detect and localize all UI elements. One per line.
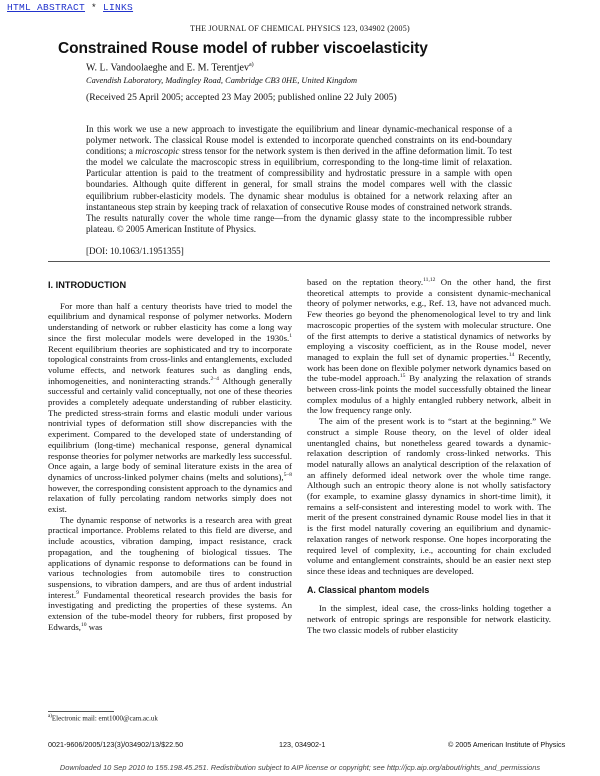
issn-code: 0021-9606/2005/123(3)/034902/13/$22.50 [48, 740, 184, 749]
intro-text-6: Fundamental theoretical research provides the basis for investigating and predicting the properties of these systems. An extension of the tube-model theory for rubbers, first proposed by Edwards, [48, 589, 292, 632]
link-separator: * [85, 2, 104, 13]
download-notice: Downloaded 10 Sep 2010 to 155.198.45.251. Redistribution subject to AIP license or copyright; see http://jcp.aip.org/about/rights_and_permissions [59, 763, 541, 772]
intro-text-4: however, the corresponding consistent approach to the dynamics and relaxation of fully percolating random networks simply does not exist. [48, 482, 292, 515]
intro-text-1: For more than half a century theorists have tried to model the equilibrium and dynamical response of polymer networks. Modern understanding of network or rubber elasticity has come a long way since the first molecular models were developed in the 1930s. [48, 300, 292, 343]
abstract-italic-word: microscopic [135, 146, 180, 157]
abstract-part-2: response of a polymer network. The classical Rouse model is extended to incorporate quenched [86, 124, 512, 146]
copyright: © 2005 American Institute of Physics [448, 740, 566, 749]
intro-text-5: The dynamic response of networks is a research area with great practical importance. Problems related to this field are diverse, and include acoustics, vibration damping, impact resistance, crack propagation, and the toughening of biological tissues. The applications of dynamic response to deformations can be found in various technologies from automobile tires to construction suspensions, to vibration dampers, and are thus of ardent industrial interest. [48, 514, 292, 600]
journal-header: THE JOURNAL OF CHEMICAL PHYSICS 123, 034902 (2005) [190, 24, 410, 33]
author-footnote-mark: a) [248, 62, 254, 68]
citation[interactable]: 2–4 [210, 375, 219, 382]
right-text-4: By analyzing the relaxation of strands between cross-link points the model successfully obtained the linear complex modulus of a highly entangled rubbery network, albeit in the low frequency range only. [307, 373, 551, 416]
intro-text-3: Although generally successful and certainly valid conceptually, not one of these theories provides a completely adequate understanding of rubber elasticity. The predicted stress-strain forms and elastic moduli under various nontrivial types of deformation still show discrepancies with the experiment. Compared to the developed state of understanding of equilibrium (long-time) mechanical response, general dynamical response theories for polymer networks are markedly less successful. Once again, a large body of seminal literature exists in the area of dynamics of uncross-linked polymer chains (melts and solutions), [48, 375, 292, 482]
author-line [86, 62, 254, 73]
html-abstract-link[interactable]: HTML ABSTRACT [7, 2, 86, 13]
paragraph [307, 277, 551, 416]
links-link[interactable]: LINKS [103, 2, 134, 13]
citation[interactable]: 10 [80, 621, 87, 628]
subsection-heading-phantom-models: A. Classical phantom models [307, 584, 430, 595]
right-text-1: based on the reptation theory. [307, 277, 424, 287]
citation[interactable]: 9 [76, 589, 79, 596]
abstract-part-3: constraints on its end-boundary conditions; a [86, 135, 512, 157]
top-links-bar [7, 2, 133, 13]
citation[interactable]: 14 [508, 352, 515, 358]
doi-link[interactable]: [DOI: 10.1063/1.1951355] [86, 246, 187, 256]
citation[interactable]: 11,12 [423, 277, 436, 284]
footnote-mark: a) [48, 714, 52, 719]
abstract [86, 124, 512, 235]
paragraph [307, 416, 551, 577]
right-text-2: On the other hand, the first theoretical attempts to provide a consistent dynamic-mechanical theory of polymer networks, e.g., Ref. 13, have not advanced much. Few theories go beyond the phenomenological level to try and link macroscopic properties of the system with molecular structure. One of the first attempts to derive a statistical dynamics of networks by employing a viscosity coefficient, as in the Rouse model, never managed to explain the full set of dynamic properties. [307, 277, 551, 362]
section-heading-introduction: I. INTRODUCTION [48, 280, 127, 290]
paragraph [48, 301, 292, 515]
left-column [48, 280, 292, 633]
footnote-divider [48, 711, 114, 712]
page-number: 123, 034902-1 [279, 740, 326, 749]
footnote-text: Electronic mail: emt1000@cam.ac.uk [51, 714, 158, 723]
citation[interactable]: 5–8 [283, 472, 292, 479]
intro-text-7: was [88, 621, 103, 632]
paragraph [48, 515, 292, 633]
article-title: Constrained Rouse model of rubber viscoelasticity [58, 40, 428, 57]
received-dates: (Received 25 April 2005; accepted 23 May 2005; published online 22 July 2005) [86, 92, 397, 103]
right-text-5: The aim of the present work is to “start at the beginning.” We construct a simple Rouse theory, on the level of older ideal unentangled chains, but nonetheless geared towards a dynamic-relaxation description of randomly cross-linked networks. This model naturally allows an analytical description of the relaxation of an affinely deformed ideal network over the whole time range. Although such an entropic theory alone is not wholly satisfactory (for example, to examine glassy dynamics in short-time limit), it remains a self-consistent and interesting model to work with. The merit of the present constrained dynamic Rouse model lies in that it is the first model naturally covering an equilibrium and dynamic-relaxation ranges of network response. One hopes incorporating the required level of complexity, i.e., accounting for chain excluded volume and entanglement constraints, should be an easier next step since these ideas and techniques are developed. [307, 416, 551, 576]
paragraph [307, 603, 551, 635]
footnote [48, 714, 158, 722]
authors-text: W. L. Vandoolaeghe and E. M. Terentjev [86, 62, 249, 74]
citation[interactable]: 15 [399, 373, 406, 380]
right-text-3: Recently, work has been done on flexible polymer network dynamics based on the tube-model approach. [307, 351, 551, 384]
abstract-part-4: stress tensor for the network system is then derived in the affine deformation limit. To test the model we calculate the macroscopic stress in equilibrium, corresponding to the long-time limit of relaxation. Particular attention is paid to the treatment of compressibility and hydrostatic pressure in a sample with open boundaries. Although quite different in general, for small strains the model compares well with the classic equilibrium rubber-elasticity models. The dynamic shear modulus is obtained for a network relaxing after an instantaneous step strain by keeping track of relaxation of consecutive Rouse modes of constrained network strands. The results naturally cover the whole time range—from the dynamic glassy state to the incompressible rubber plateau. © 2005 American Institute of Physics. [86, 146, 513, 234]
abstract-part-1: In this work we use a new approach to investigate the equilibrium and linear dynamic-mechanical [86, 124, 459, 134]
citation[interactable]: 1 [289, 332, 292, 339]
intro-text-2: Recent equilibrium theories are sophisticated and try to incorporate topological constraints from cross-links and entanglements, excluded volume effects, and network features such as dangling ends, inhomogeneities, and noninteracting strands. [48, 343, 292, 386]
subsection-text: In the simplest, ideal case, the cross-links holding together a network of entropic springs are responsible for network elasticity. The two classic models of rubber elasticity [307, 603, 551, 635]
affiliation: Cavendish Laboratory, Madingley Road, Cambridge CB3 0HE, United Kingdom [86, 76, 358, 85]
right-column [307, 277, 551, 636]
header-divider [48, 261, 550, 262]
